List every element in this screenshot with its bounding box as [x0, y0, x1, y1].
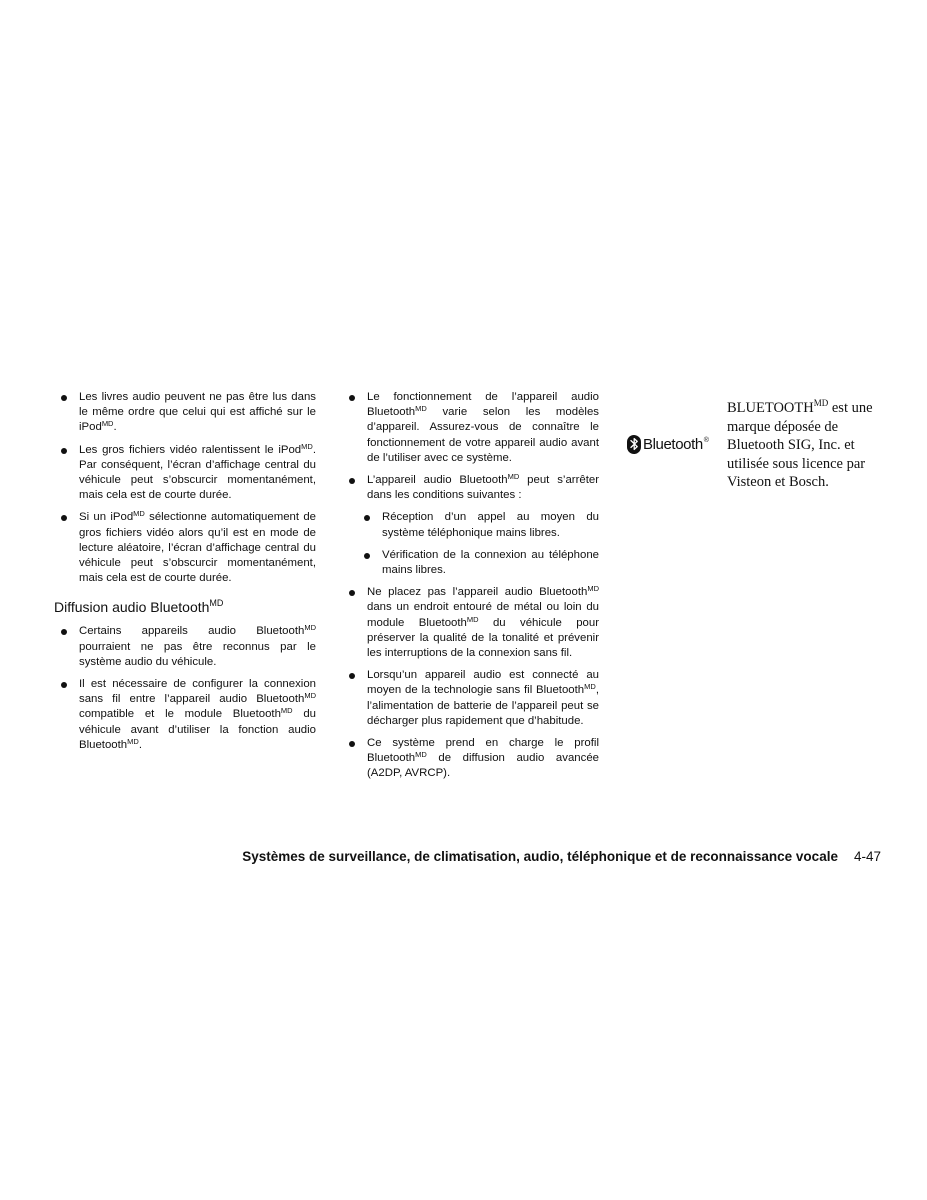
list-item: Ce système prend en charge le profil Bluetooth$^{MD}$ de diffusion audio avancée (A2DP, AVRCP). [346, 736, 599, 782]
list-item: L’appareil audio Bluetooth$^{MD}$ peut s’arrêter dans les conditions suivantes : [346, 473, 599, 503]
list-item: Le fonctionnement de l’appareil audio Bluetooth$^{MD}$ varie selon les modèles d’appareil. Assurez-vous de connaître le fonctionnement de votre appareil audio avant de l’utiliser avec ce système. [346, 390, 599, 466]
list-item: Ne placez pas l’appareil audio Bluetooth$^{MD}$ dans un endroit entouré de métal ou loin du module Bluetooth$^{MD}$ du véhicule pour préserver la qualité de la tonalité et prévenir les interruptions de la connexion sans fil. [346, 585, 599, 661]
sub-list-item: Vérification de la connexion au téléphone mains libres. [346, 548, 599, 578]
section-heading: Diffusion audio Bluetooth$^{MD}$ [54, 598, 224, 616]
bullet-list-bluetooth-audio [58, 624, 316, 753]
bullet-list-placement [346, 585, 599, 781]
page-footer [242, 848, 881, 866]
page-number: 4-47 [853, 849, 881, 864]
list-item: Lorsqu’un appareil audio est connecté au moyen de la technologie sans fil Bluetooth$^{MD}$, l’alimentation de batterie de l’appareil peut se décharger plus rapidement que d’habitude. [346, 668, 599, 729]
bullet-list-ipod [58, 390, 316, 586]
bluetooth-icon [627, 435, 641, 454]
list-item: Certains appareils audio Bluetooth$^{MD}$ pourraient ne pas être reconnus par le système audio du véhicule. [58, 624, 316, 670]
list-item: Il est nécessaire de configurer la connexion sans fil entre l’appareil audio Bluetooth$^{MD}$ compatible et le module Bluetooth$^{MD}$ du véhicule avant d’utiliser la fonction audio Bluetooth$^{MD}$. [58, 677, 316, 753]
list-item: Les livres audio peuvent ne pas être lus dans le même ordre que celui qui est affiché sur le iPod$^{MD}$. [58, 390, 316, 436]
list-item: Les gros fichiers vidéo ralentissent le iPod$^{MD}$. Par conséquent, l’écran d’affichage central du véhicule peut s’obscurcir momentanément, mais cela est de courte durée. [58, 443, 316, 504]
sub-bullet-list [346, 510, 599, 578]
left-column [54, 390, 316, 760]
middle-column [346, 390, 599, 789]
bullet-list-device [346, 390, 599, 503]
chapter-title: Systèmes de surveillance, de climatisation, audio, téléphonique et de reconnaissance vocale [242, 849, 838, 864]
bluetooth-wordmark: Bluetooth® [643, 435, 709, 453]
trademark-note: $BLUETOOTH^{MD}$ est une marque déposée de Bluetooth SIG, Inc. et utilisée sous licence par Visteon et Bosch. [727, 398, 873, 490]
sub-list-item: Réception d’un appel au moyen du système téléphonique mains libres. [346, 510, 599, 540]
bluetooth-logo [627, 432, 717, 456]
list-item: Si un iPod$^{MD}$ sélectionne automatiquement de gros fichiers vidéo alors qu’il est en mode de lecture aléatoire, l’écran d’affichage central du véhicule peut s’obscurcir momentanément, mais cela est de courte durée. [58, 510, 316, 586]
